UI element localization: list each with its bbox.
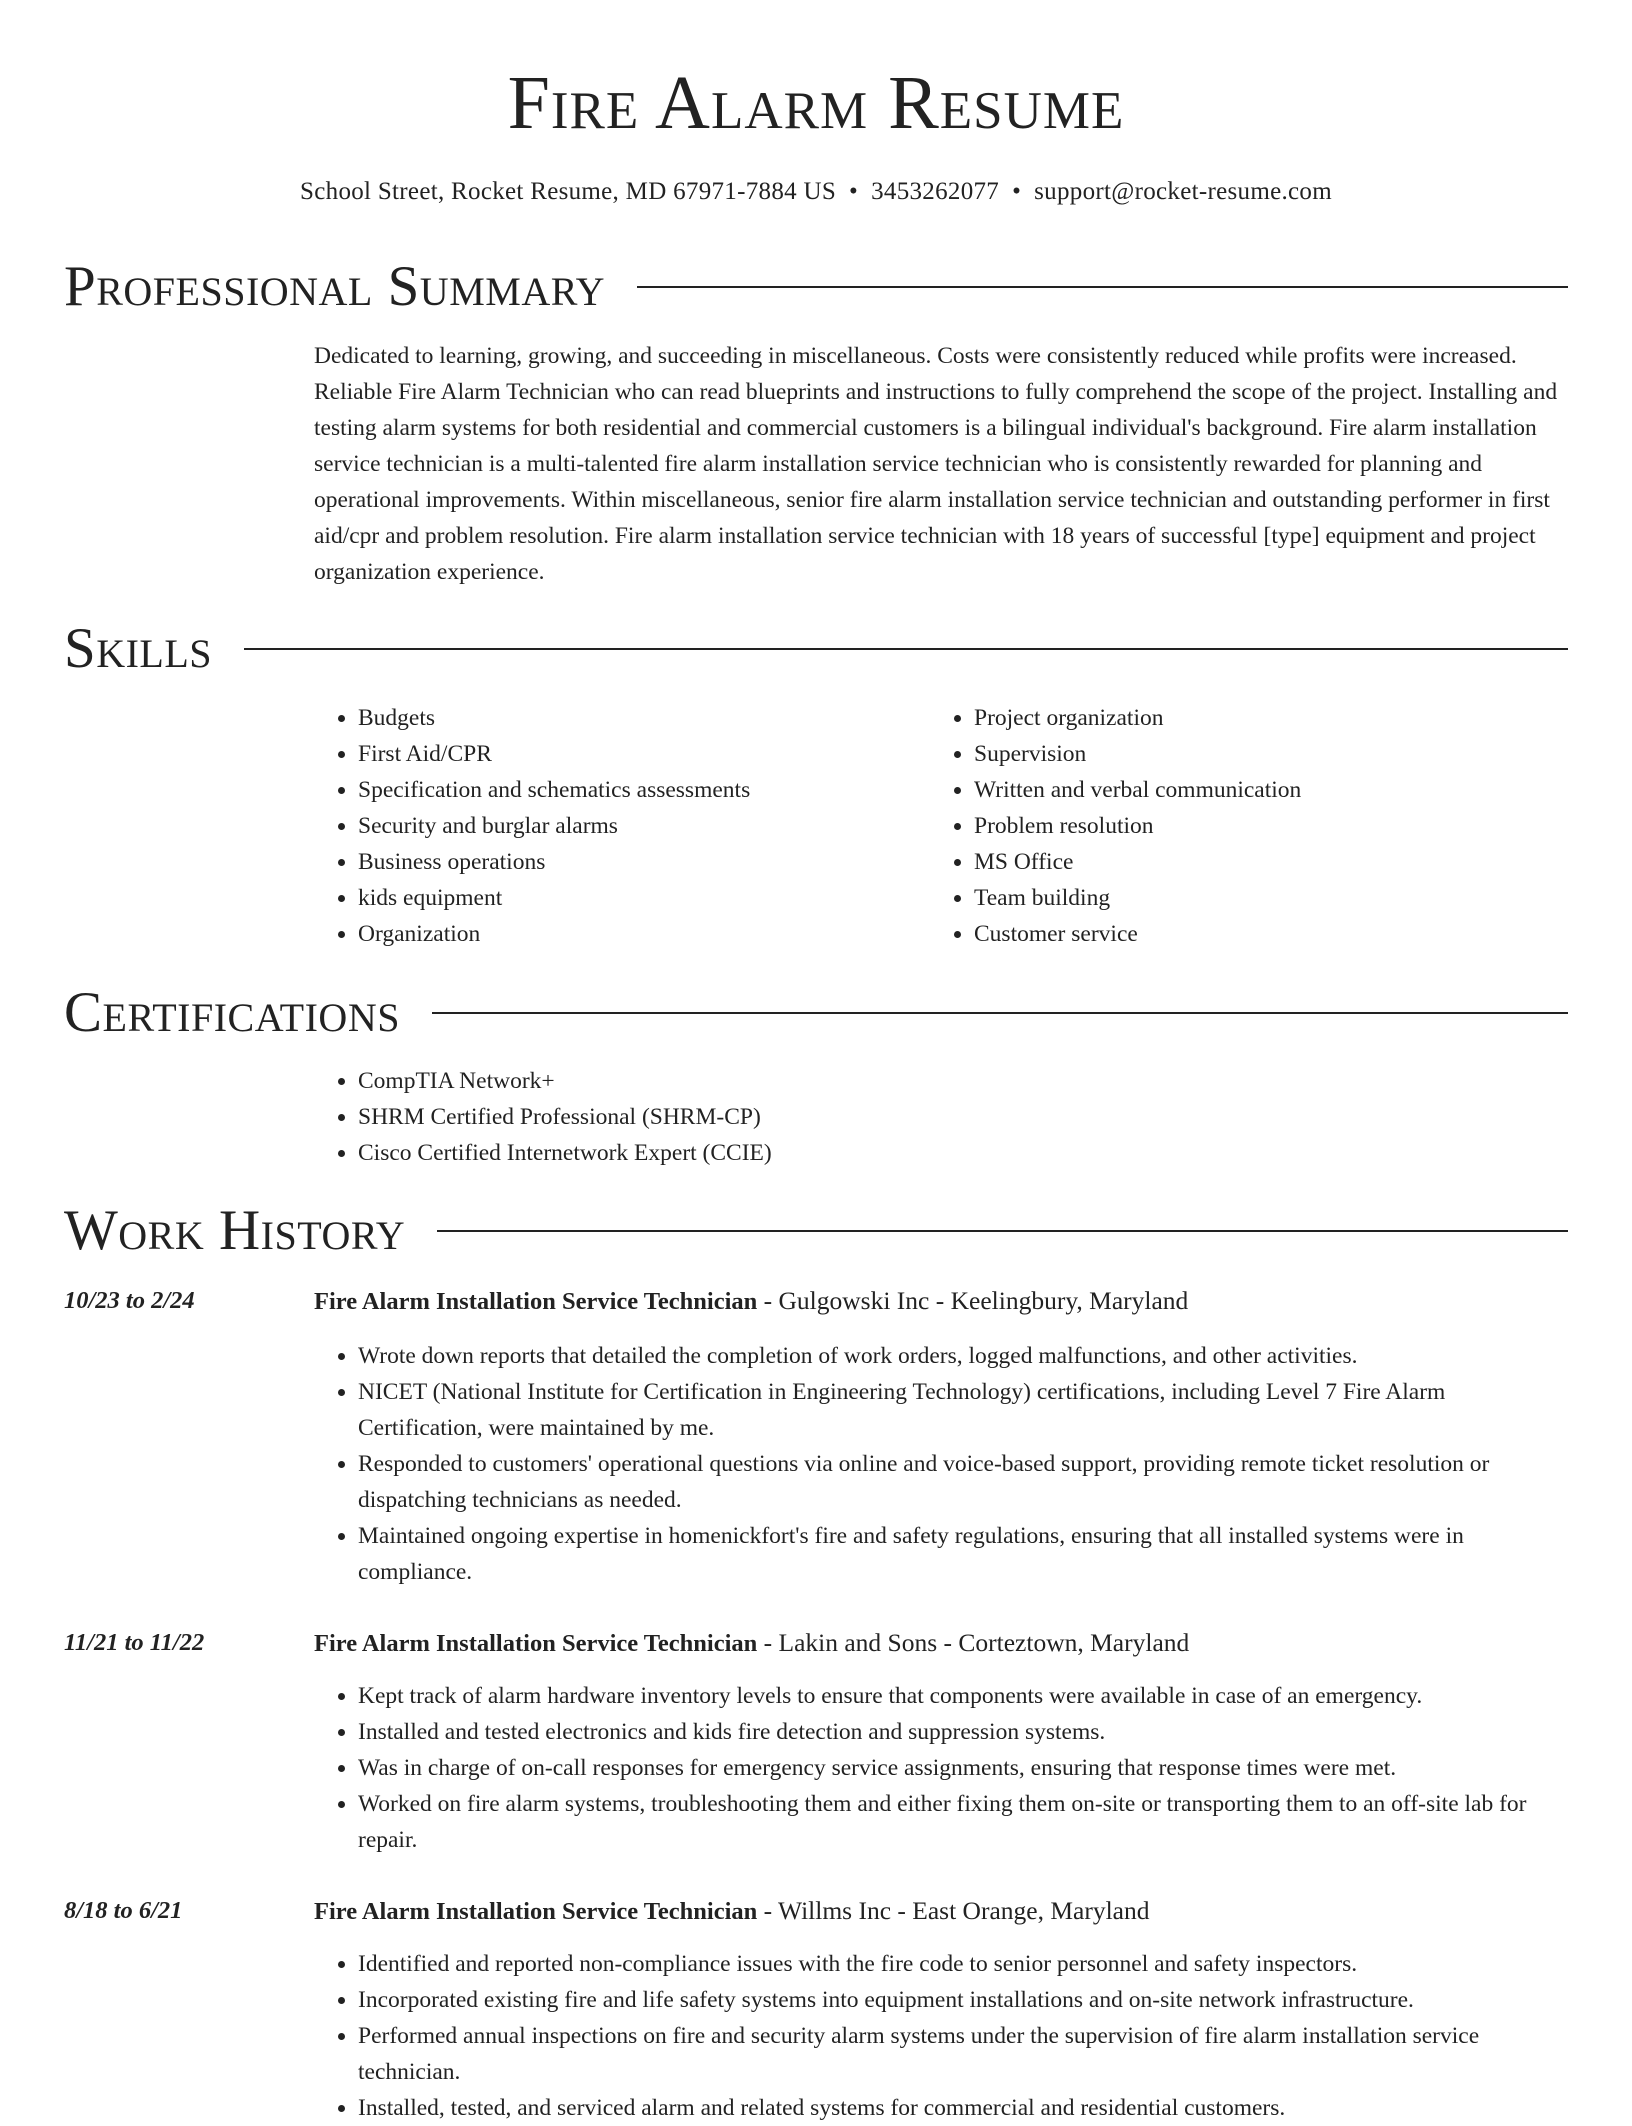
job-bullet: • NICET (National Institute for Certification in Engineering Technology) certifications, including Level 7 Fire Alarm Certification, were maintained by me. bbox=[358, 1374, 1568, 1446]
contact-email: support@rocket-resume.com bbox=[1034, 178, 1332, 205]
skill-item: • kids equipment bbox=[358, 880, 914, 916]
skill-item: • Supervision bbox=[974, 736, 1530, 772]
skill-item: • Business operations bbox=[358, 844, 914, 880]
section-title: Work History bbox=[64, 1199, 406, 1262]
job-bullet: • Wrote down reports that detailed the completion of work orders, logged malfunctions, and other activities. bbox=[358, 1338, 1568, 1374]
job-bullet-list bbox=[314, 1946, 1568, 2126]
job-header bbox=[314, 1283, 1568, 1320]
contact-address: School Street, Rocket Resume, MD 67971-7884 US bbox=[300, 178, 837, 205]
skills-list bbox=[930, 700, 1530, 952]
section-title: Certifications bbox=[64, 981, 400, 1044]
job-dates: 8/18 to 6/21 bbox=[64, 1897, 183, 1924]
job-details: - Willms Inc - East Orange, Maryland bbox=[757, 1896, 1150, 1925]
job-bullet: • Installed and tested electronics and kids fire detection and suppression systems. bbox=[358, 1714, 1568, 1750]
skill-item: • Problem resolution bbox=[974, 808, 1530, 844]
certification-item: • SHRM Certified Professional (SHRM-CP) bbox=[358, 1099, 1568, 1135]
section-rule bbox=[637, 286, 1568, 288]
skills-column-left bbox=[314, 700, 914, 952]
job-details: - Gulgowski Inc - Keelingbury, Maryland bbox=[757, 1286, 1189, 1315]
job-role: Fire Alarm Installation Service Technician bbox=[314, 1630, 758, 1657]
contact-line bbox=[0, 174, 1632, 210]
skills-list bbox=[314, 700, 914, 952]
section-rule bbox=[432, 1012, 1568, 1014]
section-title: Professional Summary bbox=[64, 255, 606, 318]
section-certifications bbox=[64, 980, 1568, 1046]
skill-item: • Customer service bbox=[974, 916, 1530, 952]
job-bullet: • Identified and reported non-compliance issues with the fire code to senior personnel and safety inspectors. bbox=[358, 1946, 1568, 1982]
job-bullet: • Responded to customers' operational questions via online and voice-based support, providing remote ticket resolution or dispatching technicians as needed. bbox=[358, 1446, 1568, 1518]
job-bullets bbox=[314, 1338, 1568, 1590]
job-dates: 10/23 to 2/24 bbox=[64, 1287, 195, 1314]
job-dates: 11/21 to 11/22 bbox=[64, 1629, 205, 1656]
job-details: - Lakin and Sons - Corteztown, Maryland bbox=[757, 1628, 1190, 1657]
job-bullet-list bbox=[314, 1338, 1568, 1590]
job-header bbox=[314, 1625, 1568, 1662]
contact-phone: 3453262077 bbox=[871, 178, 1000, 205]
skills-column-right bbox=[930, 700, 1530, 952]
resume-title: Fire Alarm Resume bbox=[507, 61, 1125, 145]
certification-item: • Cisco Certified Internetwork Expert (CCIE) bbox=[358, 1135, 1568, 1171]
job-bullet: • Performed annual inspections on fire and security alarm systems under the supervision of fire alarm installation service technician. bbox=[358, 2018, 1568, 2090]
job-header bbox=[314, 1893, 1568, 1930]
contact-separator: • bbox=[849, 178, 859, 205]
job-bullet: • Worked on fire alarm systems, troubleshooting them and either fixing them on-site or transporting them to an off-site lab for repair. bbox=[358, 1786, 1568, 1858]
certifications-list bbox=[314, 1063, 1568, 1171]
section-rule bbox=[244, 648, 1568, 650]
skill-item: • Written and verbal communication bbox=[974, 772, 1530, 808]
skill-item: • Specification and schematics assessments bbox=[358, 772, 914, 808]
job-role: Fire Alarm Installation Service Technician bbox=[314, 1288, 758, 1315]
skill-item: • First Aid/CPR bbox=[358, 736, 914, 772]
job-bullet: • Was in charge of on-call responses for emergency service assignments, ensuring that response times were met. bbox=[358, 1750, 1568, 1786]
skill-item: • Budgets bbox=[358, 700, 914, 736]
section-professional-summary bbox=[64, 254, 1568, 320]
section-rule bbox=[437, 1230, 1568, 1232]
job-bullets bbox=[314, 1678, 1568, 1858]
certification-item: • CompTIA Network+ bbox=[358, 1063, 1568, 1099]
skill-item: • Project organization bbox=[974, 700, 1530, 736]
skill-item: • Organization bbox=[358, 916, 914, 952]
job-bullet: • Kept track of alarm hardware inventory levels to ensure that components were available in case of an emergency. bbox=[358, 1678, 1568, 1714]
job-bullet: • Maintained ongoing expertise in homenickfort's fire and safety regulations, ensuring that all installed systems were in compliance. bbox=[358, 1518, 1568, 1590]
job-bullet: • Incorporated existing fire and life safety systems into equipment installations and on-site network infrastructure. bbox=[358, 1982, 1568, 2018]
skill-item: • Team building bbox=[974, 880, 1530, 916]
job-bullet-list bbox=[314, 1678, 1568, 1858]
job-role: Fire Alarm Installation Service Technician bbox=[314, 1898, 758, 1925]
contact-separator: • bbox=[1012, 178, 1022, 205]
certifications-block bbox=[314, 1063, 1568, 1171]
job-bullets bbox=[314, 1946, 1568, 2126]
skill-item: • MS Office bbox=[974, 844, 1530, 880]
section-title: Skills bbox=[64, 617, 213, 680]
summary-paragraph: Dedicated to learning, growing, and succeeding in miscellaneous. Costs were consistently reduced while profits were increased. Reliable Fire Alarm Technician who can read blueprints and instructions to fully comprehend the scope of the project. Installing and testing alarm systems for both residential and commercial customers is a bilingual individual's background. Fire alarm installation service technician is a multi-talented fire alarm installation service technician who is consistently rewarded for planning and operational improvements. Within miscellaneous, senior fire alarm installation service technician and outstanding performer in first aid/cpr and problem resolution. Fire alarm installation service technician with 18 years of successful [type] equipment and project organization experience. bbox=[314, 343, 1558, 585]
section-work-history bbox=[64, 1198, 1568, 1264]
job-bullet: • Installed, tested, and serviced alarm and related systems for commercial and residential customers. bbox=[358, 2090, 1568, 2126]
section-skills bbox=[64, 616, 1568, 682]
skill-item: • Security and burglar alarms bbox=[358, 808, 914, 844]
